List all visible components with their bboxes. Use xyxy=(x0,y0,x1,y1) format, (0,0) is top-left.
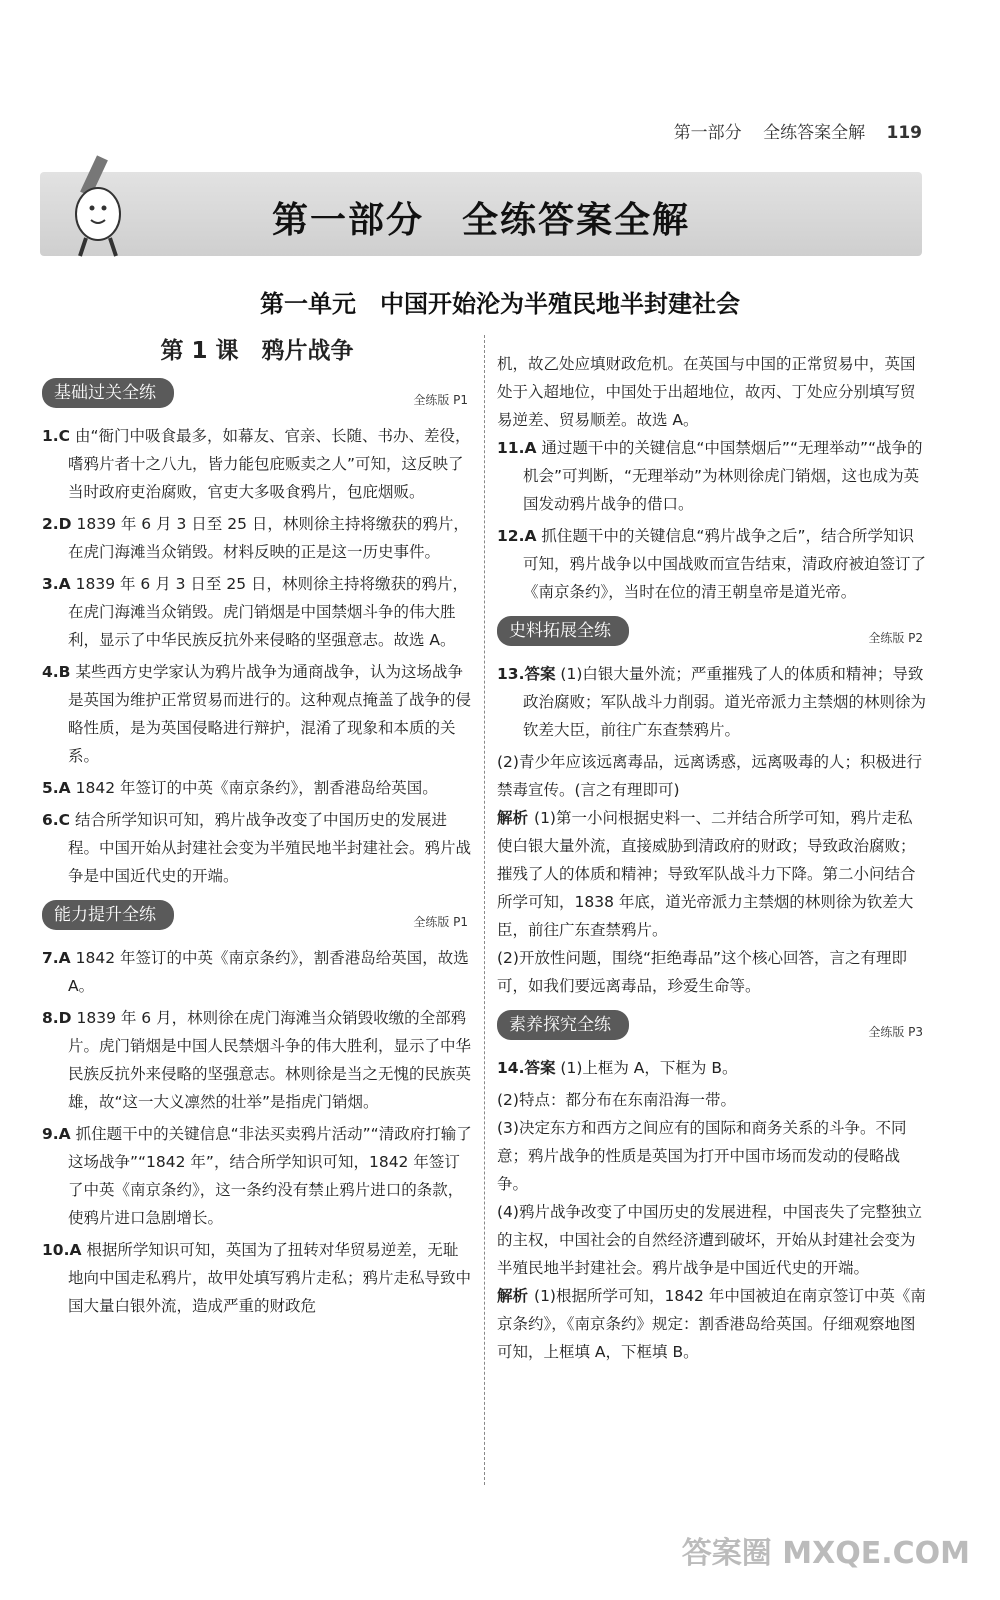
answer-item-14: 14.答案 (1)上框为 A，下框为 B。 xyxy=(497,1059,738,1077)
lesson-title: 第 1 课 鸦片战争 xyxy=(160,338,354,364)
section-ref: 全练版 P2 xyxy=(868,631,923,645)
answer-item-8: 8.D 1839 年 6 月，林则徐在虎门海滩当众销毁收缴的全部鸦片。虎门销烟是中国人民禁烟斗争的伟大胜利，显示了中华民族反抗外来侵略的坚强意志。林则徐是当之无愧的民族英雄，故“这一大义凛然的壮举”是指虎门销烟。 xyxy=(42,1009,472,1111)
column-divider xyxy=(484,335,485,1485)
section-ref: 全练版 P1 xyxy=(413,393,468,407)
part-title: 第一部分 全练答案全解 xyxy=(271,200,690,241)
section-literacy xyxy=(497,1010,927,1044)
answer-item-11: 11.A 通过题干中的关键信息“中国禁烟后”“无理举动”“战争的机会”可判断，“无理举动”为林则徐虎门销烟，这也成为英国发动鸦片战争的借口。 xyxy=(497,439,923,513)
watermark: 答案圈 MXQE.COM xyxy=(681,1536,970,1571)
answer-item-10: 10.A 根据所学知识可知，英国为了扭转对华贸易逆差，无耻地向中国走私鸦片，故甲处填写鸦片走私；鸦片走私导致中国大量白银外流，造成严重的财政危 xyxy=(42,1241,472,1315)
answer-item-13: 13.答案 (1)白银大量外流；严重摧残了人的体质和精神；导致政治腐败；军队战斗力削弱。道光帝派力主禁烟的林则徐为钦差大臣，前往广东查禁鸦片。 xyxy=(497,665,927,739)
pencil-mascot-icon xyxy=(58,152,138,262)
section-tag: 基础过关全练 xyxy=(42,378,174,408)
header-section: 第一部分 xyxy=(673,123,742,143)
analysis-13-part2: (2)开放性问题，围绕“拒绝毒品”这个核心回答，言之有理即可，如我们要远离毒品，珍爱生命等。 xyxy=(497,949,908,995)
answer-item-10-continued: 机，故乙处应填财政危机。在英国与中国的正常贸易中，英国处于入超地位，中国处于出超地位，故丙、丁处应分别填写贸易逆差、贸易顺差。故选 A。 xyxy=(497,355,916,429)
answer-item-9: 9.A 抓住题干中的关键信息“非法买卖鸦片活动”“清政府打输了这场战争”“1842 年”，结合所学知识可知，1842 年签订了中英《南京条约》，这一条约没有禁止鸦片进口的条款，使鸦片进口急剧增长。 xyxy=(42,1125,472,1227)
section-basic xyxy=(42,378,472,412)
header-subtitle: 全练答案全解 xyxy=(763,123,866,143)
answer-item-12: 12.A 抓住题干中的关键信息“鸦片战争之后”，结合所学知识可知，鸦片战争以中国战败而宣告结束，清政府被迫签订了《南京条约》，当时在位的清王朝皇帝是道光帝。 xyxy=(497,527,927,601)
part-banner xyxy=(40,172,922,256)
section-history xyxy=(497,616,927,650)
running-header xyxy=(658,118,922,143)
answer-item-6: 6.C 结合所学知识可知，鸦片战争改变了中国历史的发展进程。中国开始从封建社会变为半殖民地半封建社会。鸦片战争是中国近代史的开端。 xyxy=(42,811,472,885)
section-tag: 素养探究全练 xyxy=(497,1010,629,1040)
right-column xyxy=(497,350,927,1366)
section-tag: 能力提升全练 xyxy=(42,900,174,930)
answer-item-3: 3.A 1839 年 6 月 3 日至 25 日，林则徐主持将缴获的鸦片，在虎门海滩当众销毁。虎门销烟是中国禁烟斗争的伟大胜利，显示了中华民族反抗外来侵略的坚强意志。故选 A。 xyxy=(42,575,468,649)
page-number: 119 xyxy=(886,123,922,143)
answer-item-5: 5.A 1842 年签订的中英《南京条约》，割香港岛给英国。 xyxy=(42,779,438,797)
section-ability xyxy=(42,900,472,934)
left-column xyxy=(42,334,472,1324)
analysis-14: 解析 (1)根据所学可知，1842 年中国被迫在南京签订中英《南京条约》，《南京条约》规定：割香港岛给英国。仔细观察地图可知，上框填 A，下框填 B。 xyxy=(497,1287,926,1361)
answer-item-4: 4.B 某些西方史学家认为鸦片战争为通商战争，认为这场战争是英国为维护正常贸易而进行的。这种观点掩盖了战争的侵略性质，是为英国侵略进行辩护，混淆了现象和本质的关系。 xyxy=(42,663,472,765)
unit-title: 第一单元 中国开始沦为半殖民地半封建社会 xyxy=(260,290,740,318)
section-tag: 史料拓展全练 xyxy=(497,616,629,646)
answer-14-part3: (3)决定东方和西方之间应有的国际和商务关系的斗争。不同意；鸦片战争的性质是英国为打开中国市场而发动的侵略战争。 xyxy=(497,1119,907,1193)
answer-item-7: 7.A 1842 年签订的中英《南京条约》，割香港岛给英国，故选 A。 xyxy=(42,949,469,995)
section-ref: 全练版 P3 xyxy=(868,1025,923,1039)
answer-item-2: 2.D 1839 年 6 月 3 日至 25 日，林则徐主持将缴获的鸦片，在虎门海滩当众销毁。材料反映的正是这一历史事件。 xyxy=(42,515,469,561)
answer-14-part2: (2)特点：都分布在东南沿海一带。 xyxy=(497,1091,736,1109)
analysis-13: 解析 (1)第一小问根据史料一、二并结合所学可知，鸦片走私使白银大量外流，直接威胁到清政府的财政；导致政治腐败；摧残了人的体质和精神；导致军队战斗力下降。第二小问结合所学可知，1838 年底，道光帝派力主禁烟的林则徐为钦差大臣，前往广东查禁鸦片。 xyxy=(497,809,916,939)
section-ref: 全练版 P1 xyxy=(413,915,468,929)
answer-item-1: 1.C 由“衙门中吸食最多，如幕友、官亲、长随、书办、差役，嗜鸦片者十之八九，皆力能包庇贩卖之人”可知，这反映了当时政府吏治腐败，官吏大多吸食鸦片，包庇烟贩。 xyxy=(42,427,471,501)
answer-13-part2: (2)青少年应该远离毒品，远离诱惑，远离吸毒的人；积极进行禁毒宣传。(言之有理即可) xyxy=(497,753,922,799)
answer-14-part4: (4)鸦片战争改变了中国历史的发展进程，中国丧失了完整独立的主权，中国社会的自然经济遭到破坏，开始从封建社会变为半殖民地半封建社会。鸦片战争是中国近代史的开端。 xyxy=(497,1203,922,1277)
